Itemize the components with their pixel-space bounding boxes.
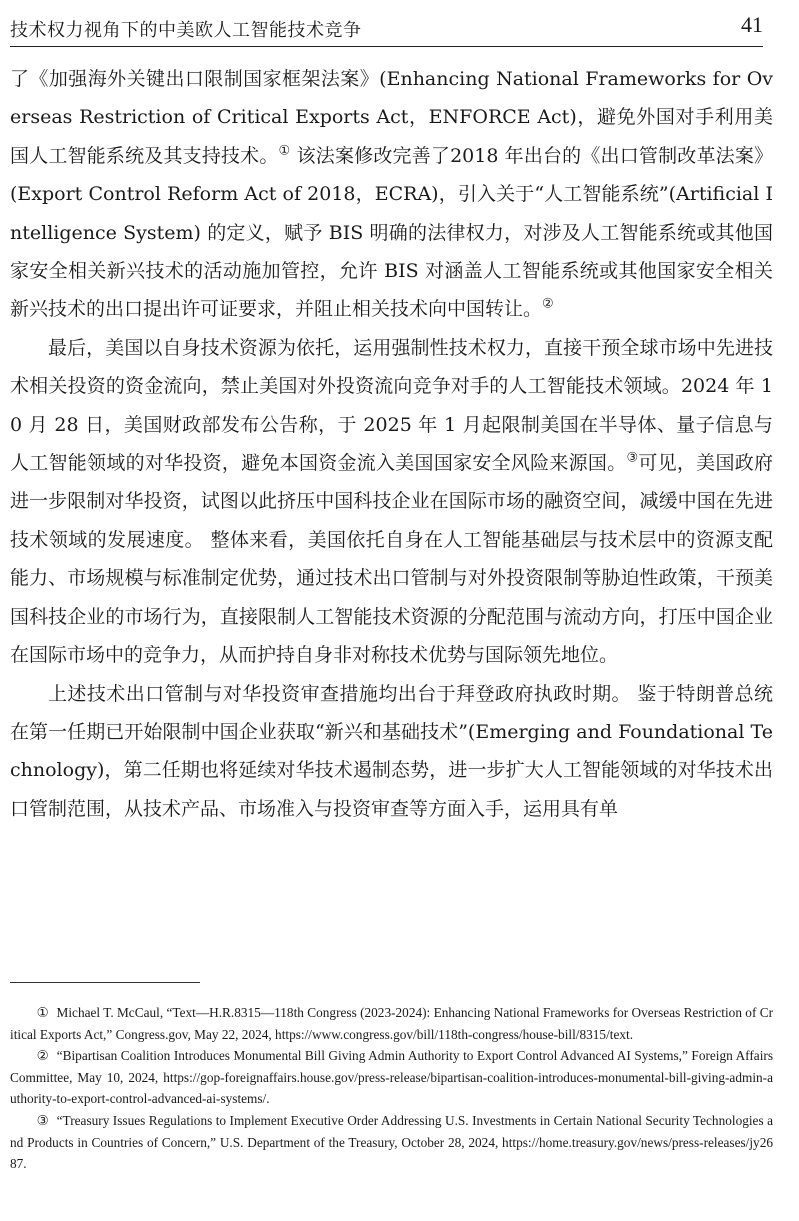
footnote: [10, 1045, 773, 1110]
paragraph-text: 可见，美国政府进一步限制对华投资，试图以此挤压中国科技企业在国际市场的融资空间，减缓中国在先进技术领域的发展速度。 整体来看，美国依托自身在人工智能基础层与技术层中的资源支配能力、市场规模与标准制定优势，通过技术出口管制与对外投资限制等胁迫性政策，干预美国科技企业的市场行为，直接限制人工智能技术资源的分配范围与流动方向，打压中国企业在国际市场中的竞争力，从而护持自身非对称技术优势与国际领先地位。: [10, 452, 773, 667]
footnote: [10, 1002, 773, 1045]
page-number: 41: [741, 12, 763, 37]
footnote-text: Michael T. McCaul, “Text—H.R.8315—118th Congress (2023-2024): Enhancing National Frameworks for Overseas Restriction of Critical Exports Act,” Congress.gov, May 22, 2024, https://www.congress.gov/bill/118th-congress/house-bill/8315/text.: [10, 1005, 774, 1042]
body-paragraph: [10, 675, 773, 829]
paragraph-text: 上述技术出口管制与对华投资审查措施均出台于拜登政府执政时期。 鉴于特朗普总统在第一任期已开始限制中国企业获取“新兴和基础技术”(Emerging and Foundational Technology)，第二任期也将延续对华技术遏制态势，进一步扩大人工智能领域的对华技术出口管制范围，从技术产品、市场准入与投资审查等方面入手，运用具有单: [10, 682, 773, 820]
footnote-text: “Bipartisan Coalition Introduces Monumental Bill Giving Admin Authority to Export Control Advanced AI Systems,” Foreign Affairs Committee, May 10, 2024, https://gop-foreignaffairs.house.gov/press-release/bipartisan-coalition-introduces-monumental-bill-giving-admin-authority-to-export-control-advanced-ai-systems/.: [10, 1048, 773, 1107]
body-text: [10, 60, 773, 828]
paragraph-text: 了《加强海外关键出口限制国家框架法案》(Enhancing National Frameworks for Overseas Restriction of Critical Exports Act，ENFORCE Act)，避免外国对手利用美国人工智能系统及其支持技术。: [10, 68, 773, 167]
footnote-mark: ②: [36, 1048, 49, 1064]
running-header: [10, 6, 763, 47]
footnote-reference[interactable]: ①: [278, 143, 291, 159]
running-title: 技术权力视角下的中美欧人工智能技术竞争: [10, 20, 362, 41]
body-paragraph: [10, 329, 773, 675]
footnote-mark: ①: [36, 1005, 49, 1020]
footnote-reference[interactable]: ②: [542, 297, 554, 313]
footnote-mark: ③: [36, 1112, 49, 1128]
paragraph-text: 该法案修改完善了2018 年出台的《出口管制改革法案》(Export Control Reform Act of 2018，ECRA)，引入关于“人工智能系统”(Artificial Intelligence System) 的定义，赋予 BIS 明确的法律权力，对涉及人工智能系统或其他国家安全相关新兴技术的活动施加管控，允许 BIS 对涵盖人工智能系统或其他国家安全相关新兴技术的出口提出许可证要求，并阻止相关技术向中国转让。: [10, 144, 773, 321]
footnotes: [10, 1002, 773, 1175]
footnote-separator: [10, 982, 200, 983]
footnote-text: “Treasury Issues Regulations to Implement Executive Order Addressing U.S. Investments in Certain National Security Technologies and Products in Countries of Concern,” U.S. Department of the Treasury, October 28, 2024, https://home.treasury.gov/news/press-releases/jy2687.: [10, 1112, 773, 1172]
footnote-reference[interactable]: ③: [626, 450, 639, 466]
body-paragraph: [10, 60, 773, 329]
footnote: [10, 1110, 773, 1175]
paragraph-text: 最后，美国以自身技术资源为依托，运用强制性技术权力，直接干预全球市场中先进技术相关投资的资金流向，禁止美国对外投资流向竞争对手的人工智能技术领域。2024 年 10 月 28 日，美国财政部发布公告称，于 2025 年 1 月起限制美国在半导体、量子信息与人工智能领域的对华投资，避免本国资金流入美国国家安全风险来源国。: [10, 336, 773, 475]
